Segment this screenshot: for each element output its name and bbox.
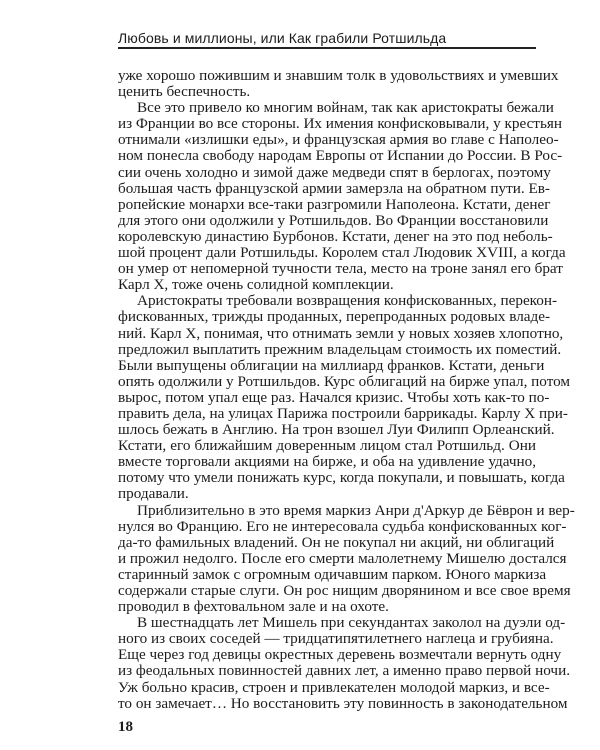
text-line: уже хорошо пожившим и знавшим толк в удовольствиях и умевших bbox=[118, 67, 559, 84]
text-line: продавали. bbox=[118, 485, 189, 503]
text-line: и прожил недолго. После его смерти малолетнему Мишелю достался bbox=[118, 549, 567, 567]
paragraph bbox=[118, 614, 570, 712]
text-line: фискованных, трижды проданных, перепроданных родовых владе- bbox=[118, 308, 551, 326]
text-line: королевскую династию Бурбонов. Кстати, денег на это под неболь- bbox=[118, 227, 553, 245]
text-line: ний. Карл X, понимая, что отнимать земли у новых хозяев хлопотно, bbox=[118, 324, 564, 342]
running-header: Любовь и миллионы, или Как грабили Ротшильда bbox=[118, 30, 447, 46]
text-line: Аристократы требовали возвращения конфискованных, перекон- bbox=[137, 292, 558, 310]
text-line: да-то фамильных владений. Он не покупал ни акций, ни облигаций bbox=[118, 533, 555, 551]
text-line: ценить беспечность. bbox=[118, 83, 251, 101]
text-line: из Франции во все стороны. Их имения конфисковывали, у крестьян bbox=[118, 115, 562, 133]
text-line: шой процент дали Ротшильды. Королем стал Людовик XVIII, а когда bbox=[118, 244, 566, 262]
text-line: ном понесла свободу народам Европы от Испании до России. В Рос- bbox=[118, 147, 563, 165]
text-line: вместе торговали акциями на бирже, и оба на удивление удачно, bbox=[118, 453, 536, 471]
paragraph bbox=[118, 501, 575, 616]
page-number: 18 bbox=[118, 719, 133, 735]
text-line: отнимали «излишки еды», и французская армия во главе с Наполео- bbox=[118, 131, 559, 149]
text-line: Еще через год девицы окрестных деревень возмечтали вернуть одну bbox=[118, 646, 562, 664]
text-line: Уж больно красив, строен и привлекателен молодой маркиз, и все- bbox=[118, 678, 550, 696]
text-line: вырос, потом упал еще раз. Начался кризис. Чтобы хоть как-то по- bbox=[118, 388, 550, 406]
text-line: из феодальных повинностей давних лет, а именно право первой ночи. bbox=[118, 662, 570, 680]
text-line: предложил выплатить прежним владельцам стоимость их поместий. bbox=[118, 340, 562, 358]
text-line: ропейские монархи все-таки разгромили Наполеона. Кстати, денег bbox=[118, 195, 551, 213]
text-line: проводил в фехтовальном зале и на охоте. bbox=[118, 598, 389, 616]
text-line: опять одолжили у Ротшильдов. Курс облигаций на бирже упал, потом bbox=[118, 372, 571, 390]
text-line: для этого они одолжили у Ротшильдов. Во Франции восстановили bbox=[118, 211, 549, 229]
paragraph bbox=[118, 292, 571, 503]
text-line: сии очень холодно и зимой даже медведи спят в берлогах, поэтому bbox=[118, 163, 551, 181]
text-line: нулся во Францию. Его не интересовала судьба конфискованных ког- bbox=[118, 517, 567, 535]
text-line: шлось бежать в Англию. На трон взошел Луи Филипп Орлеанский. bbox=[118, 421, 555, 439]
text-line: Все это привело ко многим войнам, так как аристократы бежали bbox=[137, 99, 554, 117]
text-line: править дела, на улицах Парижа построили баррикады. Карлу X при- bbox=[118, 404, 568, 422]
text-line: старинный замок с огромным одичавшим парком. Юного маркиза bbox=[118, 565, 547, 583]
text-line: потому что умели понижать курс, когда покупали, и повышать, когда bbox=[118, 469, 565, 487]
text-line: содержали старые слуги. Он рос нищим дворянином и все свое время bbox=[118, 582, 571, 599]
header-rule bbox=[118, 47, 536, 49]
paragraph bbox=[118, 67, 559, 101]
paragraph bbox=[118, 99, 566, 294]
text-line: ного из своих соседей — тридцатипятилетнего наглеца и грубияна. bbox=[118, 630, 554, 648]
text-line: он умер от непомерной тучности тела, место на троне занял его брат bbox=[118, 260, 563, 278]
text-line: то он замечает… Но восстановить эту повинность в законодательном bbox=[118, 694, 568, 712]
text-line: Были выпущены облигации на миллиард франков. Кстати, деньги bbox=[118, 356, 545, 374]
page-body bbox=[118, 67, 575, 712]
text-line: Кстати, его ближайшим доверенным лицом стал Ротшильд. Они bbox=[118, 437, 536, 455]
text-line: Карл X, тоже очень солидной комплекции. bbox=[118, 276, 394, 294]
text-line: Приблизительно в это время маркиз Анри д'Аркур де Бёврон и вер- bbox=[137, 501, 575, 519]
text-line: большая часть французской армии замерзла на обратном пути. Ев- bbox=[118, 179, 550, 197]
text-line: В шестнадцать лет Мишель при секундантах заколол на дуэли од- bbox=[137, 614, 566, 632]
